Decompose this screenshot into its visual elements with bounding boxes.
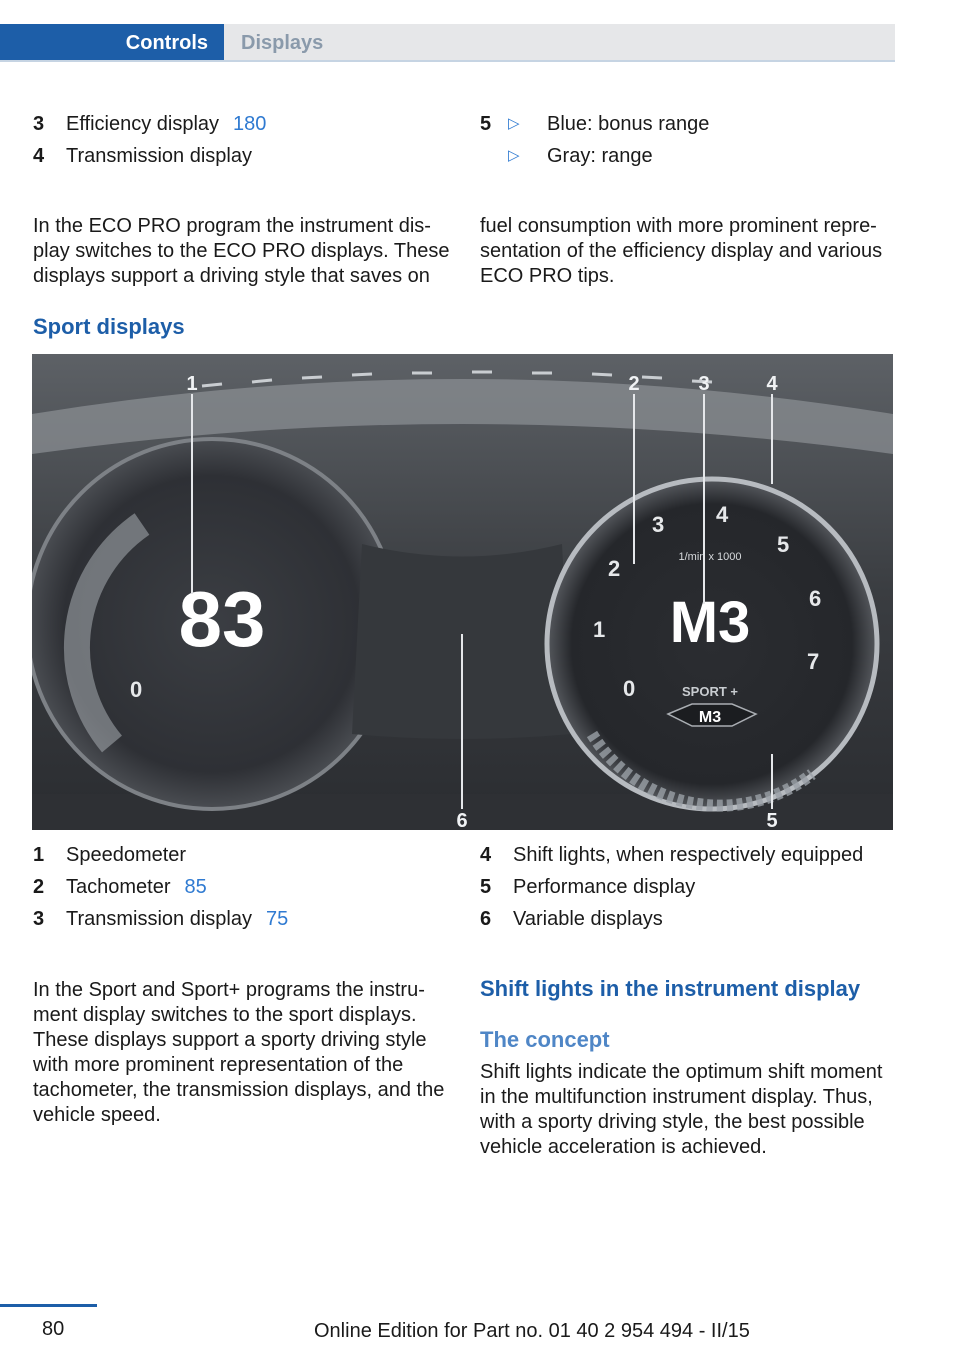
eco-paragraph-right: fuel consumption with more prominent repre‐ sentation of the efficiency display and various ECO PRO tips. [480,215,883,287]
eco-paragraph-left: In the ECO PRO program the instrument dis‐ play switches to the ECO PRO displays. These displays support a driving style that saves on [33,215,450,287]
tab-controls[interactable]: Controls [0,24,224,62]
legend-number: 5 [480,876,492,898]
drive-mode-label: SPORT + [682,684,738,699]
tab-displays[interactable]: Displays [224,24,895,62]
legend-label: Transmission display [66,908,252,930]
triangle-bullet-icon: ▷ [508,115,520,132]
mode-gear-value: M3 [698,709,722,726]
page-number: 80 [42,1318,65,1340]
sport-legend-left [33,843,453,939]
callout-number: 4 [766,373,778,395]
legend-item [480,875,900,907]
legend-label: Performance display [513,876,696,898]
legend-number: 5 [480,113,492,135]
page-reference-link[interactable]: 85 [184,876,207,898]
legend-label: Shift lights, when respectively equipped [513,844,864,866]
sport-paragraph: In the Sport and Sport+ programs the instru‐ ment display switches to the sport displays. These displays support a sporty driving style with more prominent representation of the tachometer, the transmission displays, and the vehicle speed. [33,979,445,1126]
callout-number: 3 [698,373,710,395]
tach-number: 1 [593,617,606,642]
speed-value: 83 [178,575,266,663]
tach-number: 6 [809,586,822,611]
gear-value: M3 [669,590,751,655]
edition-footer: Online Edition for Part no. 01 40 2 954 494 - II/15 [314,1320,750,1342]
speed-zero-label: 0 [130,677,143,702]
legend-label: Transmission display [66,145,252,167]
legend-item [33,907,453,939]
legend-number: 4 [33,145,45,167]
legend-label: Speedometer [66,844,187,866]
triangle-bullet-icon: ▷ [508,147,520,164]
callout-number: 5 [766,810,778,830]
eco-legend-right [480,112,900,176]
section-heading-shift-lights: Shift lights in the instrument display [480,976,861,1001]
legend-number: 1 [33,844,45,866]
legend-item [480,843,900,875]
tach-number: 5 [777,532,790,557]
legend-label: Tachometer [66,876,171,898]
tach-number: 7 [807,649,820,674]
legend-bullet-label: Blue: bonus range [547,113,710,135]
legend-item [33,112,453,144]
instrument-cluster-figure [32,354,893,830]
eco-legend-left [33,112,453,176]
tach-unit-label: 1/min x 1000 [678,551,742,563]
concept-paragraph: Shift lights indicate the optimum shift moment in the multifunction instrument display. Thus, with a sporty driving style, the best possible vehicle acceleration is achieved. [480,1061,883,1158]
legend-label: Efficiency display [66,113,220,135]
tach-number: 2 [608,556,621,581]
legend-number: 4 [480,844,492,866]
legend-number: 6 [480,908,492,930]
footer-divider [0,1304,97,1307]
tach-number: 3 [652,512,665,537]
header-divider [0,60,895,62]
legend-label: Variable displays [513,908,663,930]
callout-number: 2 [628,373,640,395]
page-reference-link[interactable]: 180 [233,113,267,135]
sport-legend-right [480,843,900,939]
legend-item [480,907,900,939]
tach-number: 4 [716,502,729,527]
legend-item [33,843,453,875]
legend-item [33,875,453,907]
page-header [0,0,895,62]
legend-item [33,144,453,176]
legend-number: 2 [33,876,45,898]
subsection-heading-concept: The concept [480,1027,610,1052]
callout-number: 6 [456,810,468,830]
legend-bullet-label: Gray: range [547,145,653,167]
legend-number: 3 [33,113,45,135]
tach-number: 0 [623,676,636,701]
page-reference-link[interactable]: 75 [266,908,289,930]
section-heading-sport: Sport displays [33,314,185,339]
callout-number: 1 [186,373,198,395]
legend-number: 3 [33,908,45,930]
